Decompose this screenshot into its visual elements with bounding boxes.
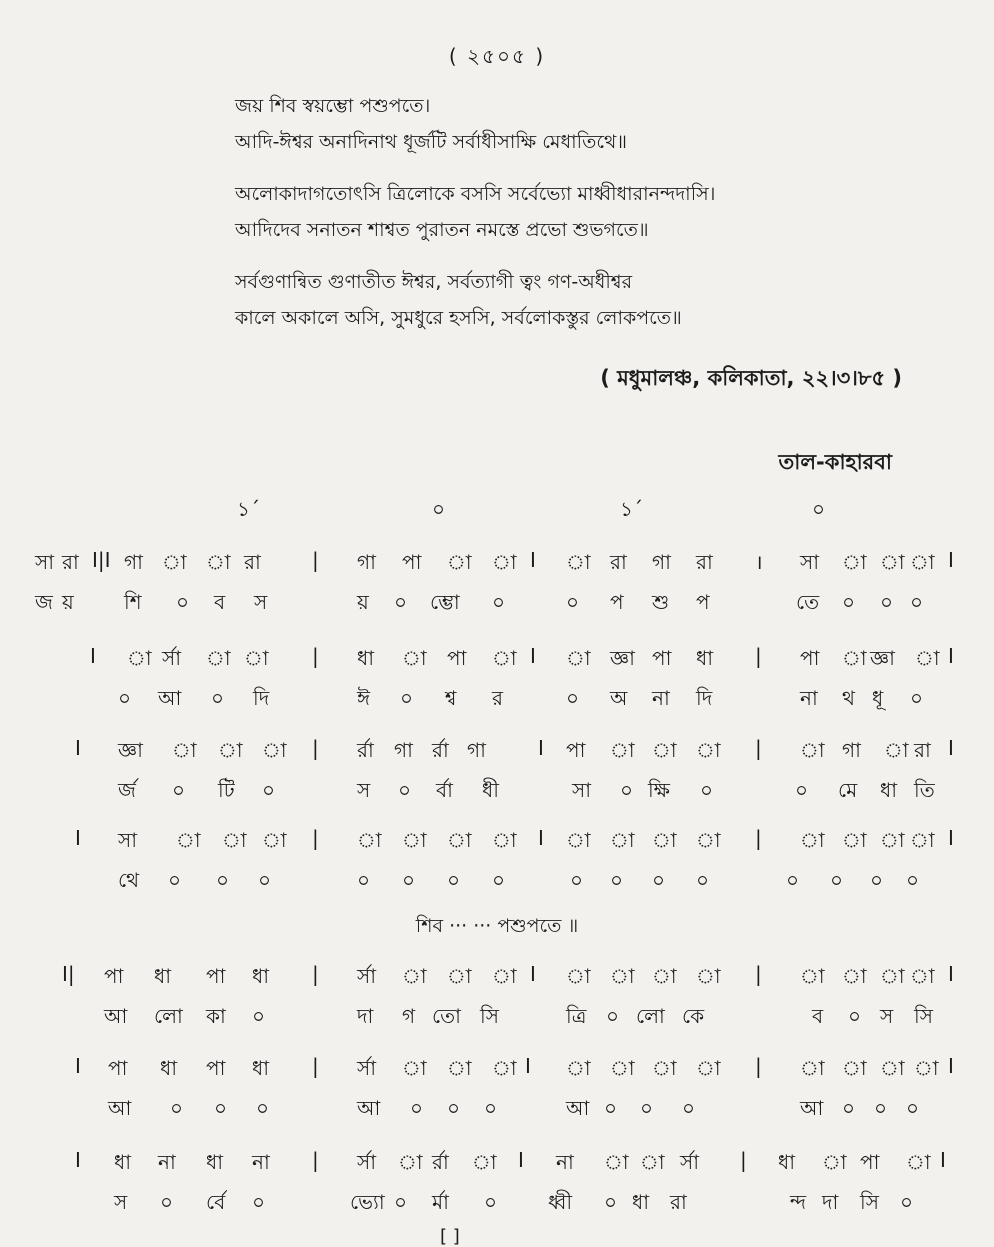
notation-cell: র্সা: [357, 1056, 377, 1080]
notation-cell: শু: [652, 590, 670, 614]
notation-cell: I: [75, 736, 81, 760]
notation-cell: া: [640, 1150, 665, 1174]
notation-cell: া: [176, 828, 201, 852]
notation-cell: ০: [118, 686, 132, 710]
notation-cell: া: [162, 550, 187, 574]
notation-cell: া: [244, 646, 269, 670]
notation-cell: র্জ: [118, 778, 136, 802]
notation-cell: I: [525, 1054, 531, 1078]
notation-cell: ০: [402, 868, 416, 892]
syllable-row: [0, 1002, 994, 1032]
notation-cell: |: [755, 1054, 762, 1078]
notation-cell: থ: [842, 686, 855, 710]
notation-cell: ০: [216, 868, 230, 892]
notation-cell: রা: [670, 1190, 687, 1214]
notation-cell: I: [75, 826, 81, 850]
notation-cell: ধূ: [872, 686, 884, 710]
notation-cell: ০: [394, 1190, 408, 1214]
syllable-row: [0, 866, 994, 896]
notation-cell: |: [312, 1054, 319, 1078]
notation-cell: ভ্যো: [350, 1190, 385, 1214]
notation-cell: I: [530, 548, 536, 572]
notation-cell: া: [492, 550, 517, 574]
beat-mark: ০: [812, 497, 826, 521]
notation-cell: সা: [118, 828, 138, 852]
notation-cell: া: [402, 964, 427, 988]
beat-mark: ১´: [620, 497, 643, 521]
notation-cell: ০: [870, 868, 884, 892]
notation-cell: া: [910, 964, 935, 988]
notation-cell: মে: [838, 778, 858, 802]
notation-cell: ০: [484, 1190, 498, 1214]
swara-row: [0, 644, 994, 674]
lyric-line: আদি-ঈশ্বর অনাদিনাথ ধূর্জটি সর্বাধীসাক্ষি মেধাতিথে॥: [235, 131, 628, 153]
notation-cell: আ: [108, 1096, 132, 1120]
notation-cell: য়: [62, 590, 74, 614]
notation-cell: ০: [170, 1096, 184, 1120]
stanza-2: [235, 176, 935, 248]
swara-row: [0, 826, 994, 856]
notation-cell: ।: [755, 550, 763, 574]
notation-cell: া: [800, 964, 825, 988]
notation-cell: পা: [108, 1056, 128, 1080]
notation-cell: I: [75, 1054, 81, 1078]
notation-cell: ধা: [154, 964, 172, 988]
notation-cell: I: [75, 1148, 81, 1172]
notation-cell: |: [312, 548, 319, 572]
notation-cell: স: [357, 778, 371, 802]
notation-cell: I|I: [92, 548, 111, 572]
notation-cell: সা: [572, 778, 592, 802]
notation-cell: সি: [860, 1190, 879, 1214]
notation-cell: য়: [357, 590, 369, 614]
notation-cell: া: [652, 1056, 677, 1080]
notation-cell: ধী: [482, 778, 499, 802]
swara-row: [0, 548, 994, 578]
notation-cell: ০: [492, 868, 506, 892]
notation-cell: া: [447, 828, 472, 852]
notation-cell: ধা: [160, 1056, 178, 1080]
notation-cell: ধা: [880, 778, 898, 802]
notation-cell: র্সা: [357, 964, 377, 988]
notation-cell: ০: [400, 686, 414, 710]
notation-cell: র্রা: [357, 738, 374, 762]
notation-cell: |: [755, 736, 762, 760]
notation-cell: া: [610, 1056, 635, 1080]
notation-cell: শ্ব: [445, 686, 457, 710]
notation-cell: জ্ঞা: [118, 738, 143, 762]
notation-cell: র্মা: [432, 1190, 449, 1214]
notation-cell: আ: [104, 1004, 128, 1028]
notation-cell: া: [906, 1150, 931, 1174]
notation-cell: না: [252, 1150, 270, 1174]
notation-cell: I: [948, 548, 954, 572]
notation-cell: ০: [910, 590, 924, 614]
notation-cell: পা: [800, 646, 820, 670]
notation-cell: সা: [800, 550, 820, 574]
stanza-3: [235, 264, 935, 336]
notation-cell: ধা: [778, 1150, 796, 1174]
notation-cell: ০: [566, 686, 580, 710]
notation-cell: I|: [62, 962, 75, 986]
notation-cell: ০: [398, 778, 412, 802]
notation-cell: া: [610, 828, 635, 852]
notation-cell: ০: [906, 1096, 920, 1120]
notation-cell: ০: [848, 1004, 862, 1028]
notation-cell: ০: [700, 778, 714, 802]
notation-cell: I: [948, 962, 954, 986]
notation-cell: ০: [652, 868, 666, 892]
notation-cell: া: [566, 646, 591, 670]
notation-cell: না: [556, 1150, 574, 1174]
notation-cell: া: [696, 738, 721, 762]
notation-cell: া: [842, 550, 867, 574]
notation-cell: না: [158, 1150, 176, 1174]
notation-cell: ০: [492, 590, 506, 614]
source-citation: ( মধুমালঞ্চ, কলিকাতা, ২২।৩।৮৫ ): [600, 366, 902, 390]
swara-row: [0, 1054, 994, 1084]
notation-cell: ধা: [252, 964, 270, 988]
notation-cell: া: [206, 550, 231, 574]
notation-cell: া: [492, 646, 517, 670]
notation-cell: ধা: [357, 646, 375, 670]
notation-cell: ০: [172, 778, 186, 802]
notation-cell: ন্দ: [790, 1190, 807, 1214]
notation-cell: ০: [176, 590, 190, 614]
notation-cell: শি: [124, 590, 142, 614]
notation-cell: টি: [218, 778, 235, 802]
notation-cell: া: [842, 964, 867, 988]
notation-cell: ০: [394, 590, 408, 614]
notation-cell: ধা: [114, 1150, 132, 1174]
notation-cell: সি: [480, 1004, 499, 1028]
notation-cell: া: [127, 646, 152, 670]
notation-cell: া: [566, 1056, 591, 1080]
notation-cell: ত্রি: [566, 1004, 587, 1028]
notation-cell: না: [652, 686, 670, 710]
notation-cell: ০: [214, 1096, 228, 1120]
notation-cell: তো: [432, 1004, 461, 1028]
notation-cell: া: [884, 738, 909, 762]
notation-cell: ০: [211, 686, 225, 710]
notation-cell: পা: [206, 1056, 226, 1080]
notation-cell: ০: [842, 590, 856, 614]
notation-cell: রা: [610, 550, 627, 574]
notation-cell: া: [910, 828, 935, 852]
notation-cell: কা: [206, 1004, 226, 1028]
syllable-row: [0, 588, 994, 618]
notation-cell: সা: [35, 550, 55, 574]
notation-cell: র্সা: [357, 1150, 377, 1174]
notation-cell: ০: [786, 868, 800, 892]
notation-cell: া: [447, 964, 472, 988]
notation-cell: ০: [447, 868, 461, 892]
notation-cell: র্রা: [432, 738, 449, 762]
notation-cell: র্সা: [680, 1150, 700, 1174]
notation-cell: আ: [800, 1096, 824, 1120]
notation-cell: া: [492, 1056, 517, 1080]
notation-cell: া: [800, 738, 825, 762]
notation-cell: া: [842, 828, 867, 852]
notation-cell: গা: [467, 738, 486, 762]
notation-cell: া: [402, 1056, 427, 1080]
lyrics-block: [235, 88, 935, 352]
notation-cell: |: [312, 826, 319, 850]
notation-cell: গা: [357, 550, 376, 574]
notation-cell: ০: [696, 868, 710, 892]
notation-cell: থে: [118, 868, 140, 892]
notation-cell: ০: [830, 868, 844, 892]
notation-cell: |: [755, 962, 762, 986]
stanza-1: [235, 88, 935, 160]
notation-cell: ম্ভো: [430, 590, 460, 614]
notation-cell: া: [880, 550, 905, 574]
notation-cell: ব: [812, 1004, 824, 1028]
notation-cell: পা: [206, 964, 226, 988]
notation-cell: া: [566, 828, 591, 852]
notation-cell: আ: [357, 1096, 381, 1120]
page-footer: [ ]: [440, 1226, 460, 1247]
notation-cell: পা: [860, 1150, 880, 1174]
notation-cell: জ্ঞা: [870, 646, 895, 670]
notation-cell: I: [90, 644, 96, 668]
notation-cell: লো: [154, 1004, 183, 1028]
notation-cell: তি: [914, 778, 935, 802]
notation-cell: া: [447, 1056, 472, 1080]
notation-cell: ০: [604, 1096, 618, 1120]
notation-cell: |: [312, 1148, 319, 1172]
notation-cell: া: [914, 1056, 939, 1080]
notation-cell: |: [740, 1148, 747, 1172]
notation-cell: া: [492, 964, 517, 988]
notation-cell: ০: [606, 1004, 620, 1028]
notation-cell: পা: [447, 646, 467, 670]
notation-cell: রা: [696, 550, 713, 574]
swara-row: [0, 1148, 994, 1178]
notation-cell: গা: [394, 738, 413, 762]
notation-cell: া: [842, 646, 867, 670]
notation-cell: া: [800, 1056, 825, 1080]
notation-cell: ০: [910, 686, 924, 710]
notation-cell: ০: [252, 1190, 266, 1214]
notation-cell: া: [402, 828, 427, 852]
notation-cell: া: [566, 964, 591, 988]
beat-mark: ০: [432, 497, 446, 521]
notation-cell: I: [948, 826, 954, 850]
notation-cell: ০: [168, 868, 182, 892]
notation-cell: লো: [636, 1004, 665, 1028]
lyric-line: অলোকাদাগতোৎসি ত্রিলোকে বসসি সর্বেভ্যো মাধ্বীধারানন্দদাসি।: [235, 183, 716, 205]
notation-cell: ০: [262, 778, 276, 802]
notation-cell: ০: [880, 590, 894, 614]
notation-cell: ০: [484, 1096, 498, 1120]
notation-cell: আ: [566, 1096, 590, 1120]
beat-marks: [0, 495, 994, 525]
notation-cell: I: [940, 1148, 946, 1172]
notation-cell: া: [696, 1056, 721, 1080]
lyric-line: সর্বগুণান্বিত গুণাতীত ঈশ্বর, সর্বত্যাগী ত্বং গণ-অধীশ্বর: [235, 271, 633, 293]
notation-cell: ক্ষি: [648, 778, 670, 802]
notation-cell: ধা: [252, 1056, 270, 1080]
notation-cell: না: [800, 686, 818, 710]
notation-cell: ০: [795, 778, 809, 802]
notation-cell: |: [755, 644, 762, 668]
notation-cell: I: [538, 736, 544, 760]
notation-cell: দা: [822, 1190, 839, 1214]
notation-cell: ০: [842, 1096, 856, 1120]
notation-cell: ০: [410, 1096, 424, 1120]
notation-cell: া: [398, 1150, 423, 1174]
notation-cell: |: [312, 962, 319, 986]
notation-cell: া: [566, 550, 591, 574]
notation-cell: I: [948, 644, 954, 668]
notation-cell: স: [880, 1004, 894, 1028]
swara-row: [0, 962, 994, 992]
notation-cell: জ: [35, 590, 53, 614]
notation-cell: ০: [570, 868, 584, 892]
notation-cell: জ্ঞা: [610, 646, 635, 670]
notation-cell: পা: [402, 550, 422, 574]
notation-cell: া: [915, 646, 940, 670]
lyric-line: কালে অকালে অসি, সুমধুরে হসসি, সর্বলোকস্তুর লোকপতে॥: [235, 307, 682, 329]
notation-cell: া: [910, 550, 935, 574]
notation-cell: া: [880, 1056, 905, 1080]
notation-cell: আ: [158, 686, 182, 710]
beat-mark: ১´: [237, 497, 260, 521]
notation-cell: া: [842, 1056, 867, 1080]
notation-cell: |: [312, 644, 319, 668]
notation-cell: ০: [682, 1096, 696, 1120]
notation-cell: কে: [682, 1004, 705, 1028]
notation-cell: া: [696, 828, 721, 852]
notation-cell: পা: [566, 738, 586, 762]
notation-cell: া: [357, 828, 382, 852]
notation-cell: া: [800, 828, 825, 852]
notation-cell: া: [218, 738, 243, 762]
notation-cell: র: [492, 686, 504, 710]
notation-cell: ০: [604, 1190, 618, 1214]
notation-cell: া: [472, 1150, 497, 1174]
notation-cell: দি: [696, 686, 713, 710]
notation-cell: দি: [253, 686, 270, 710]
notation-cell: া: [880, 964, 905, 988]
notation-cell: া: [402, 646, 427, 670]
notation-cell: অ: [610, 686, 628, 710]
notation-cell: প: [610, 590, 624, 614]
notation-cell: ধ্বী: [548, 1190, 573, 1214]
notation-cell: ০: [620, 778, 634, 802]
notation-cell: ধা: [632, 1190, 650, 1214]
notation-cell: া: [610, 738, 635, 762]
notation-cell: া: [492, 828, 517, 852]
refrain-line: শিব ··· ··· পশুপতে ॥: [415, 915, 579, 937]
notation-cell: I: [948, 1054, 954, 1078]
notation-cell: ০: [906, 868, 920, 892]
notation-cell: ০: [874, 1096, 888, 1120]
notation-cell: া: [172, 738, 197, 762]
notation-cell: পা: [104, 964, 124, 988]
syllable-row: [0, 1094, 994, 1124]
notation-cell: ০: [357, 868, 371, 892]
notation-cell: ধা: [696, 646, 714, 670]
notation-cell: া: [652, 828, 677, 852]
notation-cell: ০: [900, 1190, 914, 1214]
notation-cell: ০: [566, 590, 580, 614]
notation-cell: গা: [124, 550, 143, 574]
notation-cell: া: [222, 828, 247, 852]
notation-cell: ঈ: [357, 686, 371, 710]
taal-label: তাল-কাহারবা: [778, 450, 892, 474]
notation-cell: া: [822, 1150, 847, 1174]
notation-cell: রা: [914, 738, 931, 762]
notation-cell: া: [262, 738, 287, 762]
notation-cell: স: [254, 590, 268, 614]
notation-cell: ব: [214, 590, 226, 614]
notation-cell: তে: [796, 590, 820, 614]
notation-cell: ০: [256, 1096, 270, 1120]
notation-cell: া: [696, 964, 721, 988]
syllable-row: [0, 776, 994, 806]
notation-cell: পা: [652, 646, 672, 670]
notation-cell: ০: [610, 868, 624, 892]
notation-cell: প: [696, 590, 710, 614]
swara-row: [0, 736, 994, 766]
notation-cell: দা: [357, 1004, 374, 1028]
notation-cell: I: [948, 736, 954, 760]
notation-cell: |: [312, 736, 319, 760]
syllable-row: [0, 1188, 994, 1218]
notation-cell: ০: [640, 1096, 654, 1120]
notation-cell: া: [604, 1150, 629, 1174]
notation-cell: রা: [62, 550, 79, 574]
notation-cell: র্বা: [436, 778, 453, 802]
notation-cell: ধা: [206, 1150, 224, 1174]
notation-cell: |: [755, 826, 762, 850]
notation-cell: া: [447, 550, 472, 574]
notation-cell: গ: [402, 1004, 416, 1028]
notation-cell: ০: [252, 1004, 266, 1028]
notation-cell: া: [652, 964, 677, 988]
syllable-row: [0, 684, 994, 714]
notation-cell: া: [880, 828, 905, 852]
lyric-line: আদিদেব সনাতন শাশ্বত পুরাতন নমস্তে প্রভো শুভগতে॥: [235, 219, 649, 241]
notation-cell: সি: [914, 1004, 933, 1028]
notation-cell: স: [114, 1190, 128, 1214]
notation-cell: I: [518, 1148, 524, 1172]
notation-cell: ০: [447, 1096, 461, 1120]
notation-cell: র্রা: [432, 1150, 449, 1174]
lyric-line: জয় শিব স্বয়ম্ভো পশুপতে।: [235, 95, 431, 117]
notation-cell: I: [530, 962, 536, 986]
notation-cell: I: [530, 644, 536, 668]
notation-cell: ০: [258, 868, 272, 892]
notation-cell: গা: [652, 550, 671, 574]
notation-cell: া: [610, 964, 635, 988]
notation-cell: র্বে: [206, 1190, 226, 1214]
notation-cell: গা: [842, 738, 861, 762]
notation-cell: I: [538, 826, 544, 850]
notation-cell: ০: [160, 1190, 174, 1214]
notation-cell: রা: [244, 550, 261, 574]
notation-cell: া: [652, 738, 677, 762]
notation-cell: া: [206, 646, 231, 670]
notation-cell: া: [262, 828, 287, 852]
notation-cell: র্সা: [162, 646, 182, 670]
page-number: ( ২৫০৫ ): [448, 44, 546, 68]
